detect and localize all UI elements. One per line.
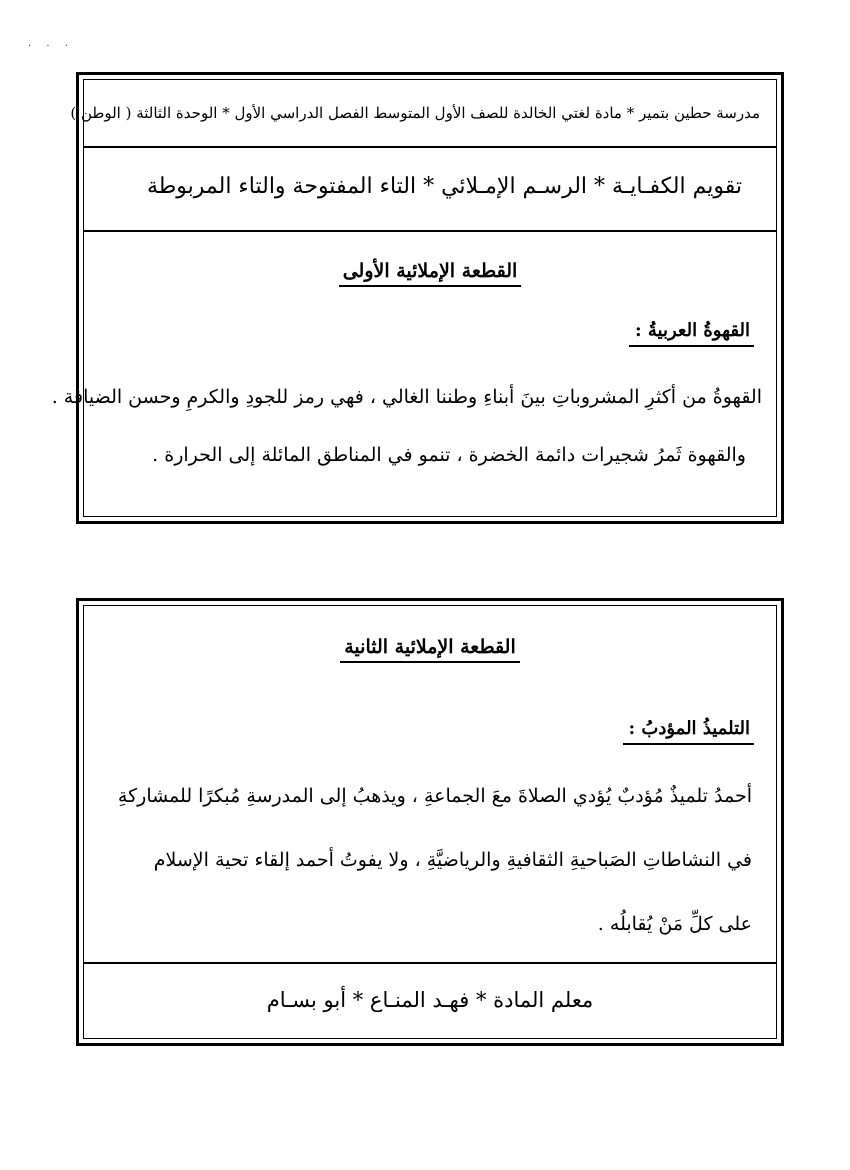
piece1-line-2: والقهوة ثَمرُ شجيرات دائمة الخضرة ، تنمو في المناطق المائلة إلى الحرارة . [152,444,746,466]
worksheet-title: تقويم الكفـايـة * الرسـم الإمـلائي * التاء المفتوحة والتاء المربوطة [84,148,776,232]
bottom-frame-inner [83,605,777,1039]
piece2-line-1: أحمدُ تلميذٌ مُؤدبٌ يُؤدي الصلاةَ معَ الجماعةِ ، ويذهبُ إلى المدرسةِ مُبكرًا للمشاركةِ [117,785,752,807]
school-line: مدرسة حطين بتمير * مادة لغتي الخالدة للصف الأول المتوسط الفصل الدراسي الأول * الوحدة الثالثة ( الوطن ) [84,80,776,148]
piece2-text [96,764,752,956]
piece1-section [51,232,776,519]
piece1-text [51,368,762,484]
bottom-frame [76,598,784,1046]
piece1-title: القطعة الإملائية الأولى [84,260,776,282]
piece2-line-3: على كلِّ مَنْ يُقابلُه . [597,913,752,935]
teacher-line: معلم المادة * فهـد المنـاع * أبو بسـام [266,988,594,1012]
piece1-line-1: القهوةُ من أكثرِ المشروباتِ بينَ أبناءِ وطننا الغالي ، فهي رمز للجودِ والكرمِ وحسن الضيافة . [51,386,762,408]
piece2-line-2: في النشاطاتِ الصَباحيةِ الثقافيةِ والرياضيَّةِ ، ولا يفوتُ أحمد إلقاء تحية الإسلام [153,849,752,871]
top-frame [51,72,784,524]
top-frame-inner [51,79,777,517]
piece2-section [84,606,776,964]
scan-dots: . . . [28,38,74,49]
piece2-title: القطعة الإملائية الثانية [84,636,776,658]
piece2-subtitle: التلميذُ المؤدبُ : [623,718,755,739]
piece1-subtitle: القهوةُ العربيةُ : [629,320,754,341]
